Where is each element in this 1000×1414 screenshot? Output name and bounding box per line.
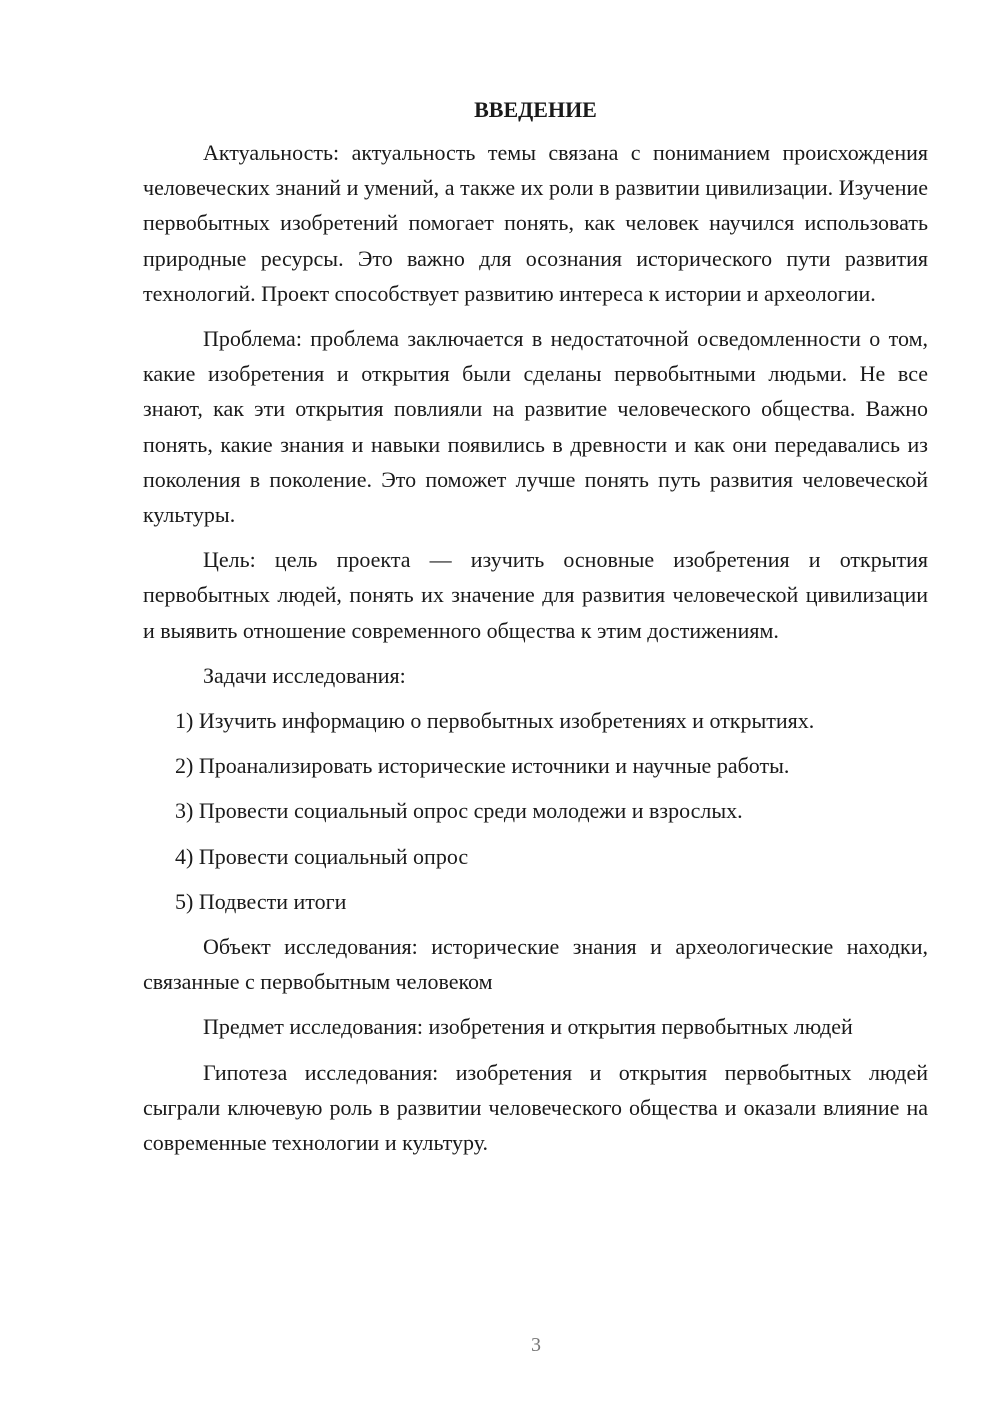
- task-item: 1) Изучить информацию о первобытных изобретениях и открытиях.: [175, 708, 815, 734]
- page-number: 3: [531, 1334, 541, 1356]
- tasks-heading: Задачи исследования:: [203, 662, 406, 688]
- hypothesis-paragraph: Гипотеза исследования: изобретения и открытия первобытных людей сыграли ключевую роль в развитии человеческого общества и оказали влияние на современные технологии и культуру.: [143, 1059, 928, 1156]
- subject-paragraph: Предмет исследования: изобретения и открытия первобытных людей: [203, 1014, 853, 1040]
- tasks-list: [143, 703, 928, 919]
- task-item: 3) Провести социальный опрос среди молодежи и взрослых.: [175, 798, 743, 824]
- document-page: [143, 96, 928, 1170]
- relevance-paragraph: Актуальность: актуальность темы связана с пониманием происхождения человеческих знаний и умений, а также их роли в развитии цивилизации. Изучение первобытных изобретений помогает понять, как человек научился использовать природные ресурсы. Это важно для осознания исторического пути развития технологий. Проект способствует развитию интереса к истории и археологии.: [143, 140, 928, 306]
- task-item: 2) Проанализировать исторические источники и научные работы.: [175, 753, 790, 779]
- object-paragraph: Объект исследования: исторические знания и археологические находки, связанные с первобытным человеком: [143, 934, 928, 995]
- goal-paragraph: Цель: цель проекта — изучить основные изобретения и открытия первобытных людей, понять их значение для развития человеческой цивилизации и выявить отношение современного общества к этим достижениям.: [143, 547, 928, 643]
- problem-paragraph: Проблема: проблема заключается в недостаточной осведомленности о том, какие изобретения и открытия были сделаны первобытными людьми. Не все знают, как эти открытия повлияли на развитие человеческого общества. Важно понять, какие знания и навыки появились в древности и как они передавались из поколения в поколение. Это поможет лучше понять путь развития человеческой культуры.: [143, 326, 928, 528]
- page-title: ВВЕДЕНИЕ: [474, 97, 597, 122]
- task-item: 5) Подвести итоги: [175, 888, 347, 914]
- task-item: 4) Провести социальный опрос: [175, 843, 469, 869]
